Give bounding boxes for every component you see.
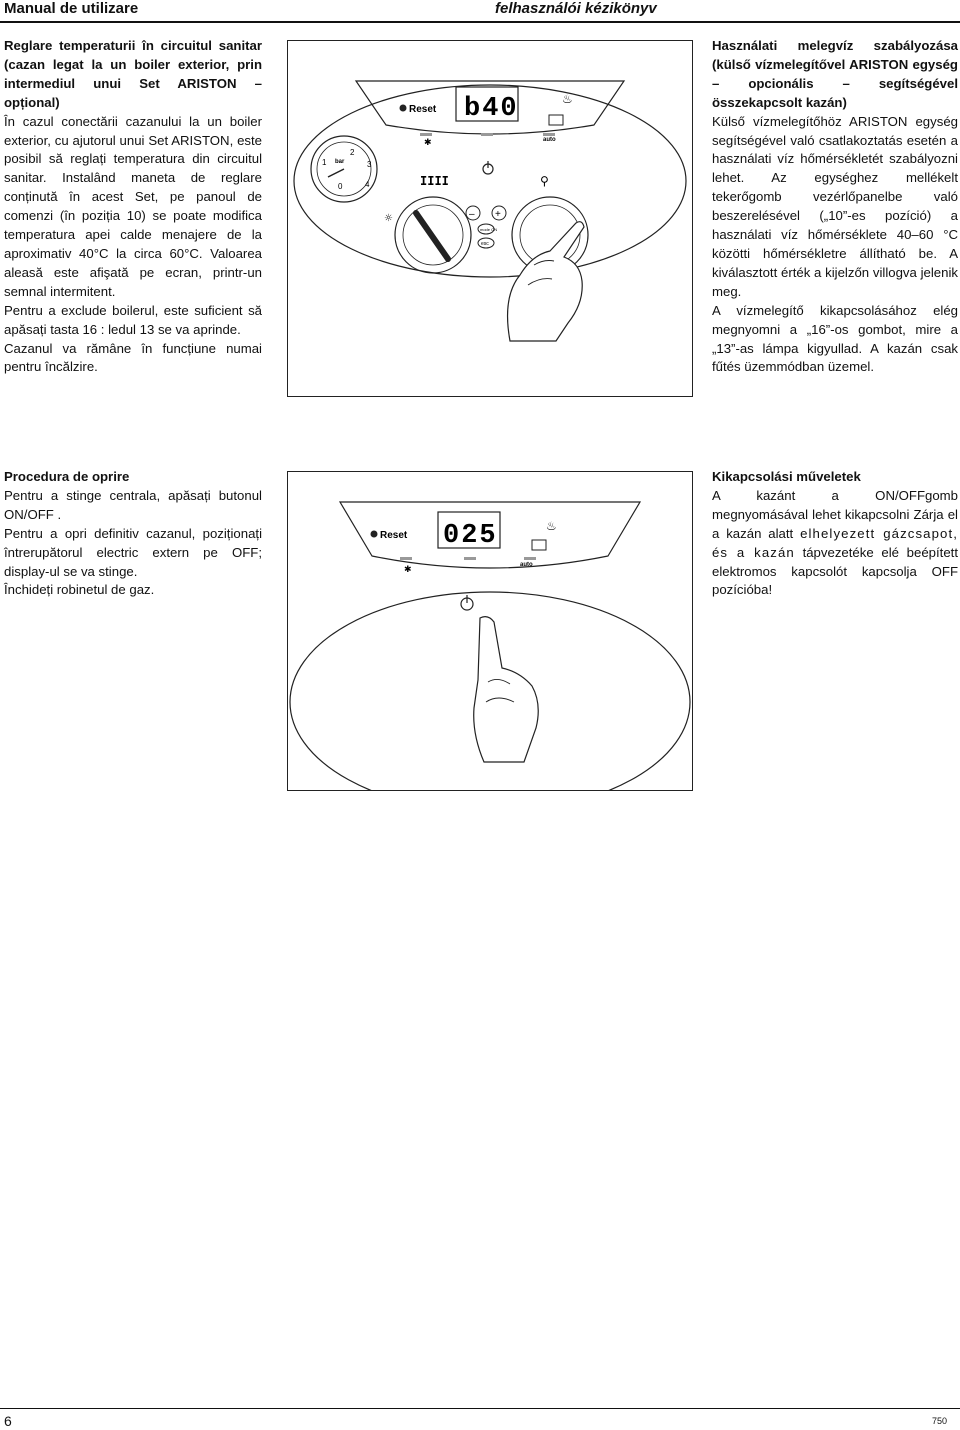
ro-stop-paragraph: Închideți robinetul de gaz. <box>4 582 155 598</box>
header-left-title: Manual de utilizare <box>4 0 139 17</box>
power-button-drawing <box>288 472 692 790</box>
burner-icon: ♨ <box>562 92 573 106</box>
radiator-icon: IIII <box>420 174 449 188</box>
esc-label: esc <box>481 241 489 247</box>
gauge-tick: 0 <box>338 182 343 191</box>
hu-stop-text: tápvezetéke elé beépített elektromos kapcsolót kapcsolja OFF pozícióba! <box>712 544 958 598</box>
hu-stop-section <box>712 468 958 600</box>
hu-dhw-paragraph: Külső vízmelegítőhöz ARISTON egység segítségével való csatlakoztatás esetén a használati víz hőmérsékletét szabályozni lehet. Az egységhez mellékelt tekerőgomb vezérlőpanelbe való beszerelésével („10”-es pozíció) a használati víz hőmérséklete 40–60 °C közötti hőmérsékletre állítható be. A kiválasztott érték a kijelzőn villogva jelenik meg. <box>712 113 958 299</box>
house-icon <box>532 540 546 550</box>
ro-stop-paragraph: Pentru a opri definitiv cazanul, poziționați întrerupătorul electric extern pe OFF; display-ul se va stinge. <box>4 525 262 579</box>
hu-dhw-section <box>712 37 958 377</box>
gauge-tick: 4 <box>365 180 370 189</box>
document-code: 750 <box>932 1416 948 1426</box>
burner-icon: ♨ <box>546 519 557 533</box>
auto-label: auto <box>543 137 556 143</box>
page-number: 6 <box>4 1413 12 1429</box>
reset-label: Reset <box>380 530 408 541</box>
gauge-needle <box>328 169 344 177</box>
hand-illustration <box>474 617 539 762</box>
ro-stop-title: Procedura de oprire <box>4 469 130 484</box>
control-panel-figure <box>287 40 693 397</box>
ro-stop-paragraph: Pentru a stinge centrala, apăsați butonul ON/OFF . <box>4 487 262 522</box>
ro-dhw-title: Reglare temperaturii în circuitul sanitar (cazan legat la un boiler exterior, prin intermediul unui Set ARISTON – opțional) <box>4 38 262 110</box>
led-indicator <box>420 133 432 136</box>
led-indicator <box>543 133 555 136</box>
snowflake-icon: ✱ <box>404 565 412 575</box>
mode-label: mode ON <box>480 227 498 232</box>
hu-stop-title: Kikapcsolási műveletek <box>712 469 861 484</box>
header-right-title: felhasználói kézikönyv <box>495 0 657 17</box>
header-rule <box>0 21 960 23</box>
ro-dhw-paragraph: În cazul conectării cazanului la un boiler exterior, cu ajutorul unui Set ARISTON, este posibil să reglați temperatura din circuitul sanitar. Instalând maneta de reglare conținută în acest Set, pe panoul de comenzi (în poziția 10) se poate modifica temperatura apei calde menajere de la aproximativ 40°C la circa 60°C. Valoarea aleasă este afişată pe ecran, printr-un semnal intermitent. <box>4 113 262 299</box>
tap-icon: ⚲ <box>540 174 549 188</box>
reset-label: Reset <box>409 104 437 115</box>
knob-grip <box>416 213 448 259</box>
hu-stop-paragraph <box>712 487 958 600</box>
footer-rule <box>0 1408 960 1409</box>
ro-dhw-paragraph: Cazanul va rămâne în funcțiune numai pentru încălzire. <box>4 340 262 375</box>
display-value: 025 <box>443 521 498 551</box>
sun-icon: ☼ <box>384 213 393 224</box>
led-indicator <box>481 133 493 136</box>
display-value: b40 <box>464 94 519 124</box>
plus-label: + <box>495 209 501 220</box>
house-icon <box>549 115 563 125</box>
reset-dot <box>400 105 407 112</box>
led-indicator <box>464 557 476 560</box>
hu-stop-text: elhelyezett gázcsapot, és a kazán <box>712 525 958 560</box>
control-panel-drawing <box>288 41 692 396</box>
led-indicator <box>524 557 536 560</box>
snowflake-icon: ✱ <box>424 138 432 148</box>
auto-label: auto <box>520 562 533 568</box>
gauge-tick: 2 <box>350 148 355 157</box>
minus-label: – <box>469 209 475 220</box>
hu-dhw-title: Használati melegvíz szabályozása (külső vízmelegítővel ARISTON egység – opcionális – segítségével összekapcsolt kazán) <box>712 38 958 110</box>
gauge-tick: 3 <box>367 160 372 169</box>
reset-dot <box>371 531 378 538</box>
gauge-unit: bar <box>335 159 345 165</box>
ro-stop-section <box>4 468 262 600</box>
hand-illustration <box>508 222 584 341</box>
hu-dhw-paragraph: A vízmelegítő kikapcsolásához elég megnyomni a „16”-os gombot, mire a „13”-as lámpa kigyullad. A kazán csak fűtés üzemmódban üzemel. <box>712 302 958 375</box>
power-button-figure <box>287 471 693 791</box>
hu-stop-text: A kazánt a ON/OFFgomb megnyomásával lehet kikapcsolni Zárja el a kazán alatt <box>712 487 958 541</box>
gauge-tick: 1 <box>322 158 327 167</box>
led-indicator <box>400 557 412 560</box>
ro-dhw-section <box>4 37 262 377</box>
ro-dhw-paragraph: Pentru a exclude boilerul, este suficient să apăsați tasta 16 : ledul 13 se va aprinde. <box>4 302 262 337</box>
